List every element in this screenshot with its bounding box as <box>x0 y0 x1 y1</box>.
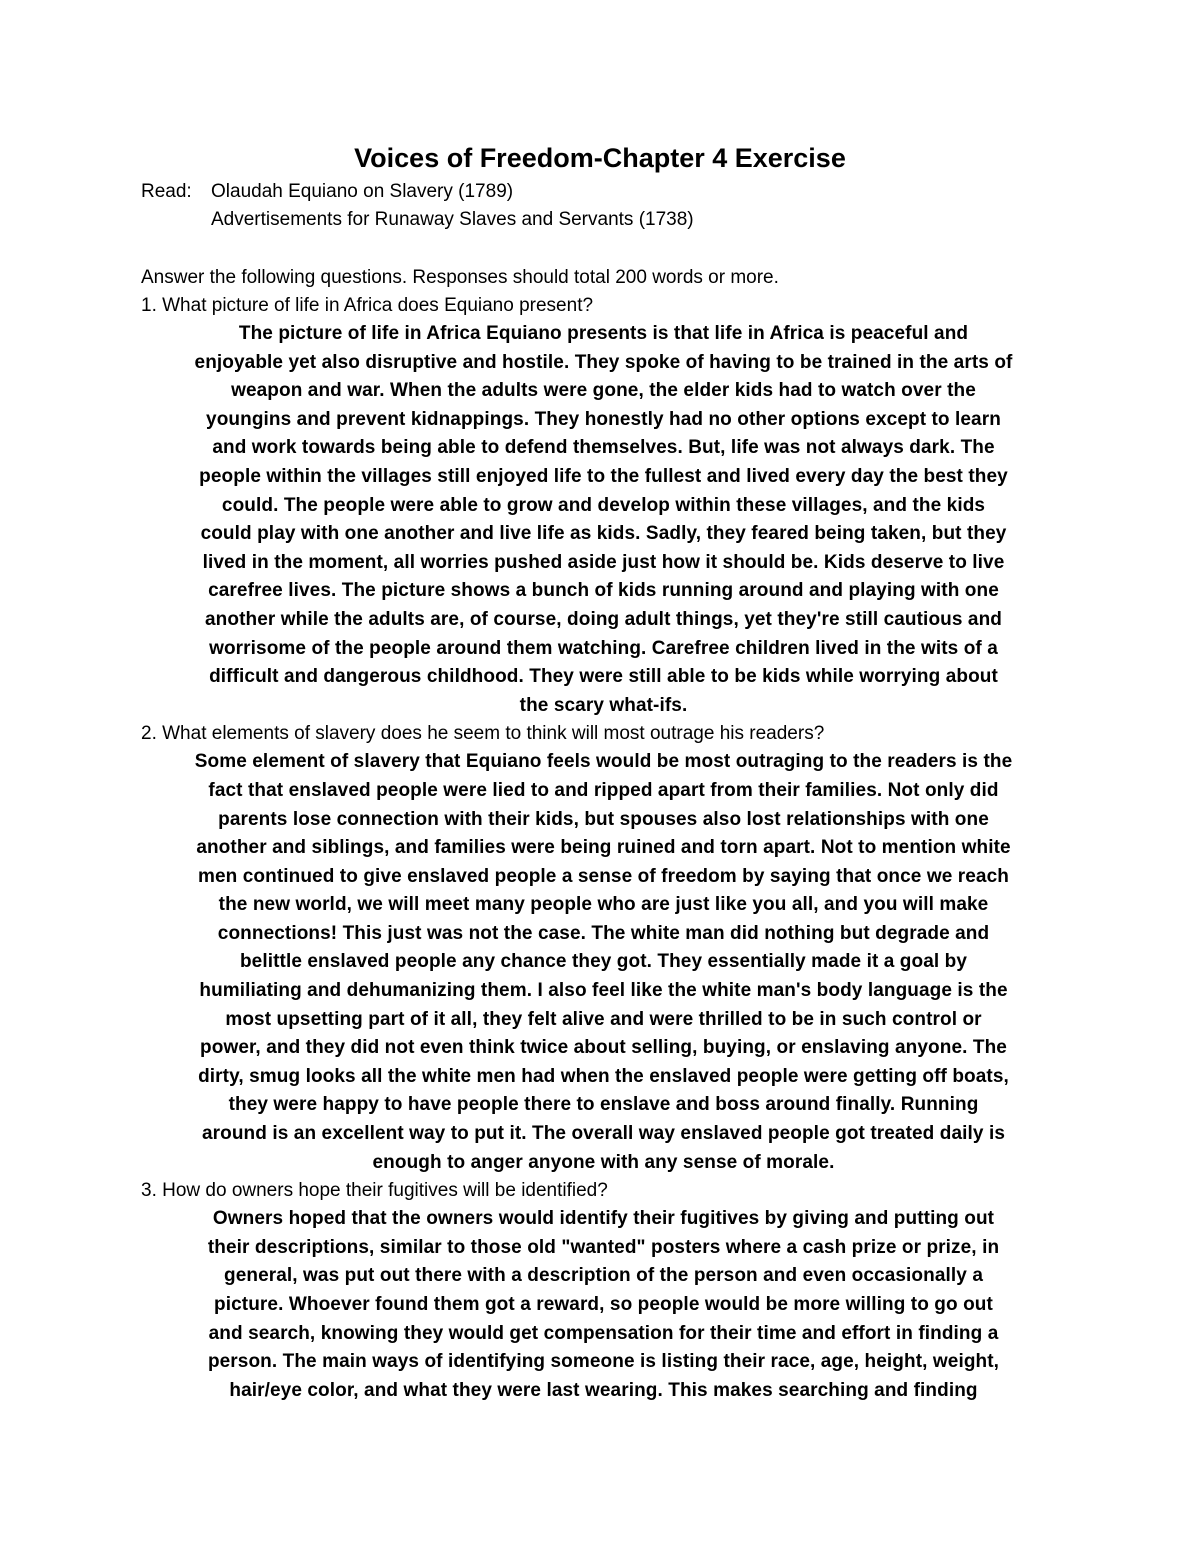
answer-line: could. The people were able to grow and develop within these villages, and the kids <box>221 494 986 516</box>
answer-1 <box>141 320 1066 720</box>
question-3: 3. How do owners hope their fugitives will be identified? <box>141 1180 608 1202</box>
reading-item: Advertisements for Runaway Slaves and Servants (1738) <box>211 209 694 230</box>
answer-line: hair/eye color, and what they were last wearing. This makes searching and finding <box>229 1379 978 1401</box>
answer-line: the new world, we will meet many people who are just like you all, and you will make <box>218 894 989 916</box>
answer-line: most upsetting part of it all, they felt alive and were thrilled to be in such control or <box>225 1008 982 1030</box>
answer-line: and work towards being able to defend themselves. But, life was not always dark. The <box>212 437 995 459</box>
answer-line: The picture of life in Africa Equiano presents is that life in Africa is peaceful and <box>238 323 969 344</box>
page-title: Voices of Freedom-Chapter 4 Exercise <box>354 143 846 173</box>
answer-line: and search, knowing they would get compensation for their time and effort in finding a <box>208 1322 999 1344</box>
reading-row <box>141 178 694 206</box>
answer-2 <box>141 748 1066 1177</box>
answer-line: could play with one another and live life as kids. Sadly, they feared being taken, but they <box>200 523 1007 545</box>
question-1: 1. What picture of life in Africa does Equiano present? <box>141 295 594 316</box>
answer-line: enough to anger anyone with any sense of morale. <box>372 1151 835 1173</box>
answer-line: weapon and war. When the adults were gone, the elder kids had to watch over the <box>231 380 976 402</box>
answer-line: humiliating and dehumanizing them. I also feel like the white man's body language is the <box>199 980 1008 1002</box>
readings-block <box>141 178 694 234</box>
answer-line: dirty, smug looks all the white men had when the enslaved people were getting off boats, <box>198 1065 1009 1087</box>
answer-line: general, was put out there with a description of the person and even occasionally a <box>224 1265 983 1287</box>
answer-3 <box>141 1205 1066 1405</box>
question-2: 2. What elements of slavery does he seem to think will most outrage his readers? <box>141 723 825 745</box>
answer-line: another while the adults are, of course, doing adult things, yet they're still cautious and <box>205 608 1002 630</box>
reading-item: Olaudah Equiano on Slavery (1789) <box>211 181 514 202</box>
answer-line: Owners hoped that the owners would identify their fugitives by giving and putting out <box>212 1208 995 1230</box>
answer-line: belittle enslaved people any chance they got. They essentially made it a goal by <box>239 951 968 973</box>
answer-line: youngins and prevent kidnappings. They honestly had no other options except to learn <box>206 408 1001 430</box>
answer-line: the scary what-ifs. <box>519 694 688 716</box>
answer-line: people within the villages still enjoyed life to the fullest and lived every day the best they <box>199 465 1008 487</box>
answer-line: lived in the moment, all worries pushed aside just how it should be. Kids deserve to live <box>202 551 1005 573</box>
answer-line: they were happy to have people there to enslave and boss around finally. Running <box>228 1094 979 1116</box>
questions-section <box>141 264 1066 1405</box>
answer-line: person. The main ways of identifying someone is listing their race, age, height, weight, <box>207 1351 1000 1373</box>
answer-line: power, and they did not even think twice about selling, buying, or enslaving anyone. The <box>200 1037 1007 1059</box>
answer-line: parents lose connection with their kids, but spouses also lost relationships with one <box>218 808 989 830</box>
answer-line: men continued to give enslaved people a sense of freedom by saying that once we reach <box>198 865 1009 887</box>
answer-line: another and siblings, and families were being ruined and torn apart. Not to mention white <box>196 837 1011 859</box>
read-label: Read: <box>141 181 192 202</box>
answer-line: fact that enslaved people were lied to and ripped apart from their families. Not only did <box>208 779 999 801</box>
answer-line: connections! This just was not the case. The white man did nothing but degrade and <box>217 922 990 944</box>
answer-line: carefree lives. The picture shows a bunch of kids running around and playing with one <box>208 580 999 602</box>
question-list <box>141 292 1066 1405</box>
answer-line: enjoyable yet also disruptive and hostile. They spoke of having to be trained in the arts of <box>194 351 1013 373</box>
answer-line: picture. Whoever found them got a reward, so people would be more willing to go out <box>214 1294 993 1315</box>
answer-line: Some element of slavery that Equiano feels would be most outraging to the readers is the <box>194 751 1013 773</box>
answer-line: their descriptions, similar to those old "wanted" posters where a cash prize or prize, in <box>207 1236 1000 1258</box>
answer-line: around is an excellent way to put it. The overall way enslaved people got treated daily is <box>201 1123 1005 1145</box>
reading-row <box>141 206 694 234</box>
instructions-text: Answer the following questions. Responses should total 200 words or more. <box>141 267 779 288</box>
answer-line: worrisome of the people around them watching. Carefree children lived in the wits of a <box>209 637 998 659</box>
answer-line: difficult and dangerous childhood. They were still able to be kids while worrying about <box>209 666 998 688</box>
